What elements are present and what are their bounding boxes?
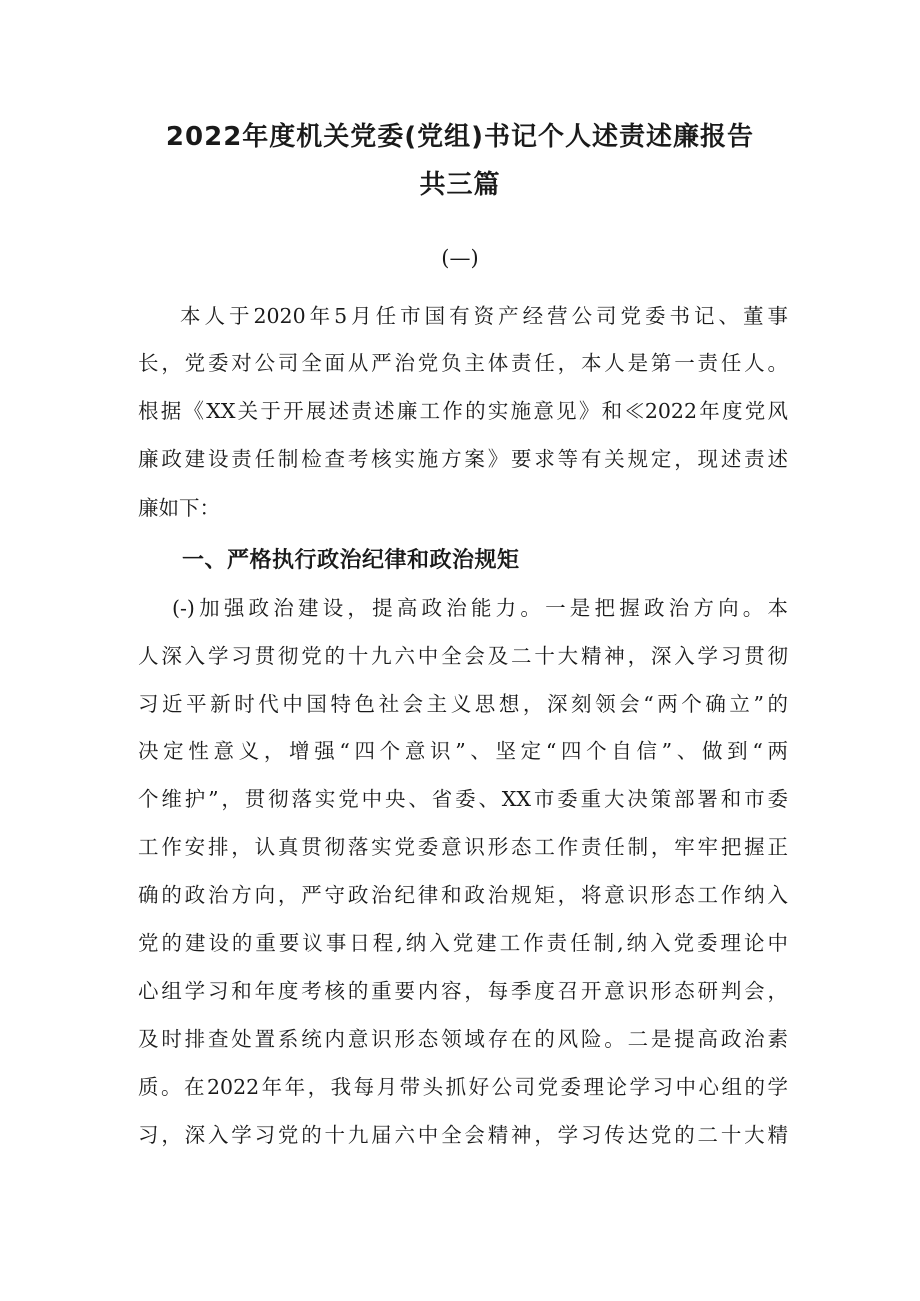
- paragraph-line: 党的建设的重要议事日程,纳入党建工作责任制,纳入党委理论中: [138, 931, 788, 955]
- paragraph-line: 确的政治方向，严守政治纪律和政治规矩，将意识形态工作纳入: [138, 883, 788, 907]
- paragraph-line: 廉如下：: [138, 496, 220, 520]
- document-title: 2022年度机关党委(党组)书记个人述责述廉报告: [165, 122, 755, 152]
- document-subtitle: 共三篇: [419, 170, 501, 200]
- paragraph-line: 质。在2022年年，我每月带头抓好公司党委理论学习中心组的学: [138, 1075, 788, 1099]
- paragraph-line: (-)加强政治建设，提高政治能力。一是把握政治方向。本: [172, 596, 788, 620]
- paragraph-line: 工作安排，认真贯彻落实党委意识形态工作责任制，牢牢把握正: [138, 835, 788, 859]
- paragraph-line: 根据《XX关于开展述责述廉工作的实施意见》和≪2022年度党风: [138, 399, 788, 423]
- paragraph-line: 习，深入学习党的十九届六中全会精神，学习传达党的二十大精: [138, 1123, 788, 1147]
- paragraph-line: 长，党委对公司全面从严治党负主体责任，本人是第一责任人。: [138, 351, 788, 375]
- paragraph-line: 本人于2020年5月任市国有资产经营公司党委书记、董事: [180, 304, 788, 328]
- paragraph-line: 人深入学习贯彻党的十九六中全会及二十大精神，深入学习贯彻: [138, 644, 788, 668]
- paragraph-line: 习近平新时代中国特色社会主义思想，深刻领会“两个确立”的: [138, 692, 788, 716]
- paragraph-line: 心组学习和年度考核的重要内容，每季度召开意识形态研判会，: [138, 979, 788, 1003]
- section-heading: 一、严格执行政治纪律和政治规矩: [182, 548, 520, 573]
- paragraph-line: 及时排查处置系统内意识形态领域存在的风险。二是提高政治素: [138, 1027, 788, 1051]
- paragraph-line: 决定性意义，增强“四个意识”、坚定“四个自信”、做到“两: [138, 739, 788, 763]
- paragraph-line: 个维护”，贯彻落实党中央、省委、XX市委重大决策部署和市委: [138, 787, 788, 811]
- paragraph-line: 廉政建设责任制检查考核实施方案》要求等有关规定，现述责述: [138, 447, 788, 471]
- section-number: (—): [441, 246, 479, 270]
